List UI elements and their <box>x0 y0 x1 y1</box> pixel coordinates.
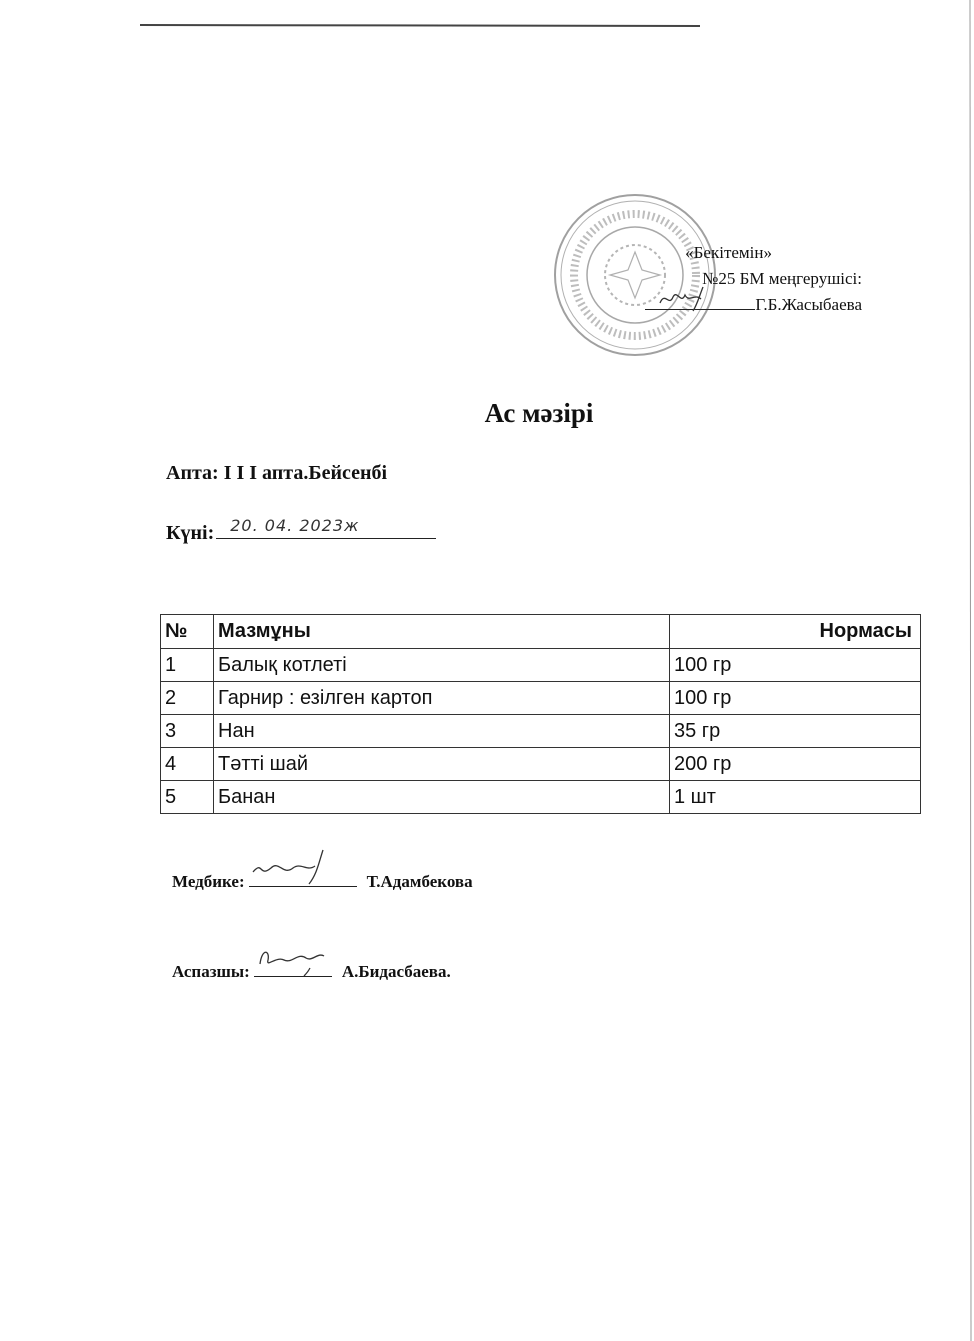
row-dish: Нан <box>214 715 670 748</box>
row-number: 5 <box>161 781 214 814</box>
table-row <box>161 781 921 814</box>
row-norm: 100 гр <box>670 682 921 715</box>
nurse-label: Медбике: <box>172 872 245 891</box>
row-number: 4 <box>161 748 214 781</box>
date-underline <box>216 518 436 539</box>
row-number: 3 <box>161 715 214 748</box>
row-norm: 200 гр <box>670 748 921 781</box>
header-norm: Нормасы <box>670 615 921 649</box>
table-header-row <box>161 615 921 649</box>
signature-underline <box>254 960 332 977</box>
header-content: Мазмұны <box>214 615 670 649</box>
handwritten-signature-icon <box>655 283 715 313</box>
row-norm: 100 гр <box>670 649 921 682</box>
signature-underline <box>249 870 357 887</box>
director-name: Г.Б.Жасыбаева <box>755 295 862 314</box>
row-dish: Банан <box>214 781 670 814</box>
table-row <box>161 682 921 715</box>
scan-edge-mark <box>140 22 700 28</box>
approval-signature-line <box>600 292 862 318</box>
table-row <box>161 715 921 748</box>
cook-name: А.Бидасбаева. <box>341 962 451 981</box>
row-norm: 35 гр <box>670 715 921 748</box>
nurse-signature-block <box>172 870 473 892</box>
approval-heading: «Бекітемін» <box>685 243 772 262</box>
scan-side-edge <box>964 0 974 1341</box>
handwritten-signature-icon <box>249 848 339 886</box>
date-line <box>166 518 436 545</box>
cook-label: Аспазшы: <box>172 962 250 981</box>
row-number: 2 <box>161 682 214 715</box>
header-number: № <box>161 615 214 649</box>
row-dish: Балық котлеті <box>214 649 670 682</box>
nurse-name: Т.Адамбекова <box>366 872 473 891</box>
handwritten-signature-icon <box>254 938 334 976</box>
page-title: Ас мәзірі <box>484 398 594 428</box>
row-norm: 1 шт <box>670 781 921 814</box>
menu-table <box>160 614 921 814</box>
cook-signature-block <box>172 960 451 982</box>
table-row <box>161 649 921 682</box>
week-line: Апта: І І І апта.Бейсенбі <box>166 462 388 484</box>
date-value: 20. 04. 2023ж <box>230 516 360 535</box>
signature-underline <box>645 293 755 310</box>
row-number: 1 <box>161 649 214 682</box>
approval-position: №25 БМ меңгерушісі: <box>702 269 862 288</box>
row-dish: Гарнир : езілген картоп <box>214 682 670 715</box>
table-row <box>161 748 921 781</box>
approval-block <box>600 240 862 318</box>
date-label: Күні: <box>166 522 215 544</box>
row-dish: Тәтті шай <box>214 748 670 781</box>
